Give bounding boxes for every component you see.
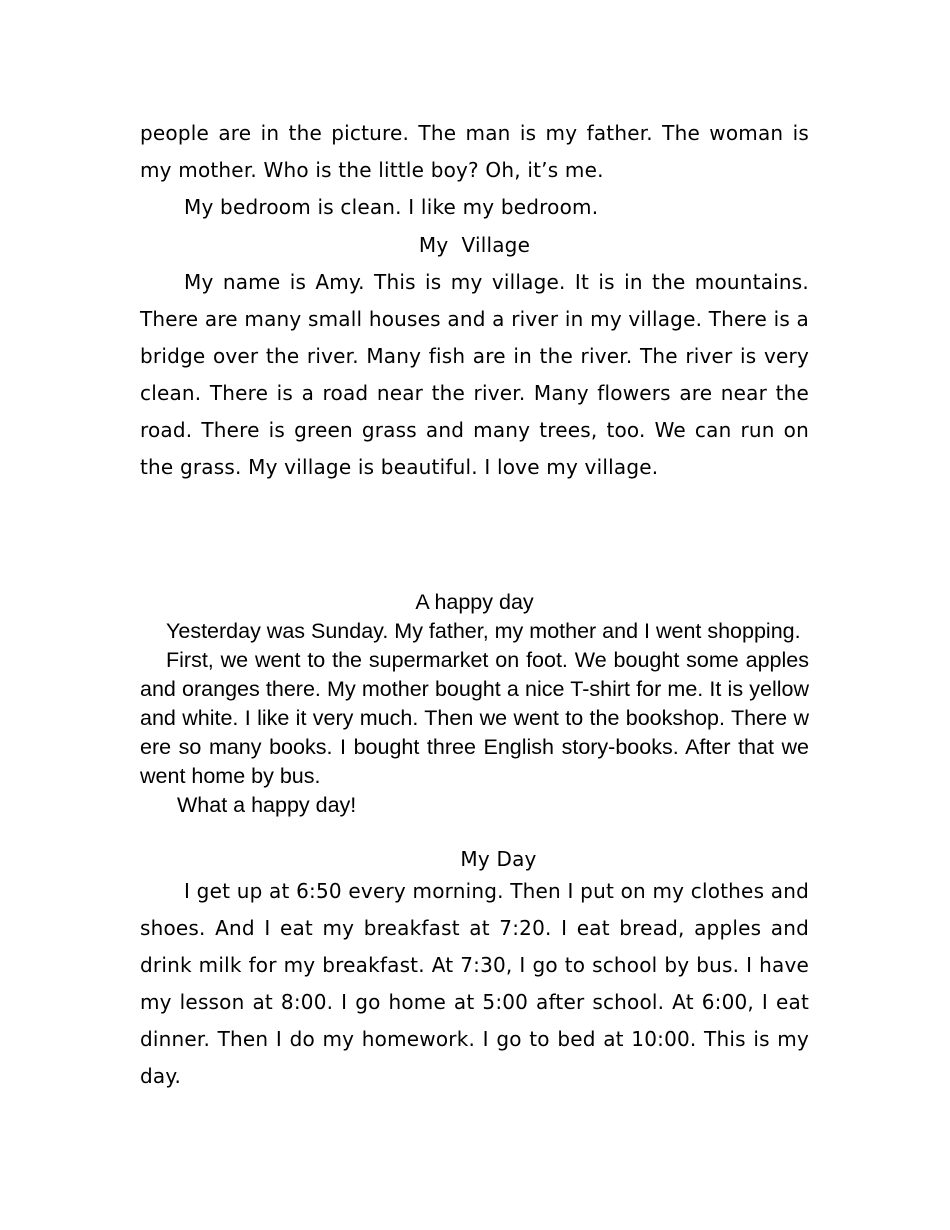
village-body-paragraph: My name is Amy. This is my village. It is in the mountains. There are many small houses and a river in my village. There is a bridge over the river. Many fish are in the river. The river is very clean. There is a road near the river. Many flowers are near the road. There is green grass and many trees, too. We can run on the grass. My village is beautiful. I love my village. xyxy=(140,270,809,479)
my-day-title: My Day xyxy=(460,847,537,871)
my-day-body-paragraph: I get up at 6:50 every morning. Then I put on my clothes and shoes. And I eat my breakfast at 7:20. I eat bread, apples and drink milk for my breakfast. At 7:30, I go to school by bus. I have my lesson at 8:00. I go home at 5:00 after school. At 6:00, I eat dinner. Then I do my homework. I go to bed at 10:00. This is my day. xyxy=(140,879,809,1088)
bedroom-continuation-paragraph: people are in the picture. The man is my father. The woman is my mother. Who is the little boy? Oh, it’s me. xyxy=(140,121,809,182)
section-a-happy-day xyxy=(140,588,809,820)
section-my-village xyxy=(140,227,809,486)
bedroom-closing-line: My bedroom is clean. I like my bedroom. xyxy=(184,195,599,219)
section-my-day xyxy=(140,845,809,1095)
happy-day-title: A happy day xyxy=(415,590,534,614)
happy-day-paragraph-1: Yesterday was Sunday. My father, my mother and I went shopping. xyxy=(166,619,801,643)
happy-day-closing: What a happy day! xyxy=(177,793,357,817)
happy-day-paragraph-2: First, we went to the supermarket on foot. We bought some apples and oranges there. My mother bought a nice T-shirt for me. It is yellow and white. I like it very much. Then we went to the bookshop. There were so many books. I bought three English story-books. After that we went home by bus. xyxy=(140,648,809,788)
village-title: My Village xyxy=(418,233,531,257)
section-bedroom xyxy=(140,115,809,226)
